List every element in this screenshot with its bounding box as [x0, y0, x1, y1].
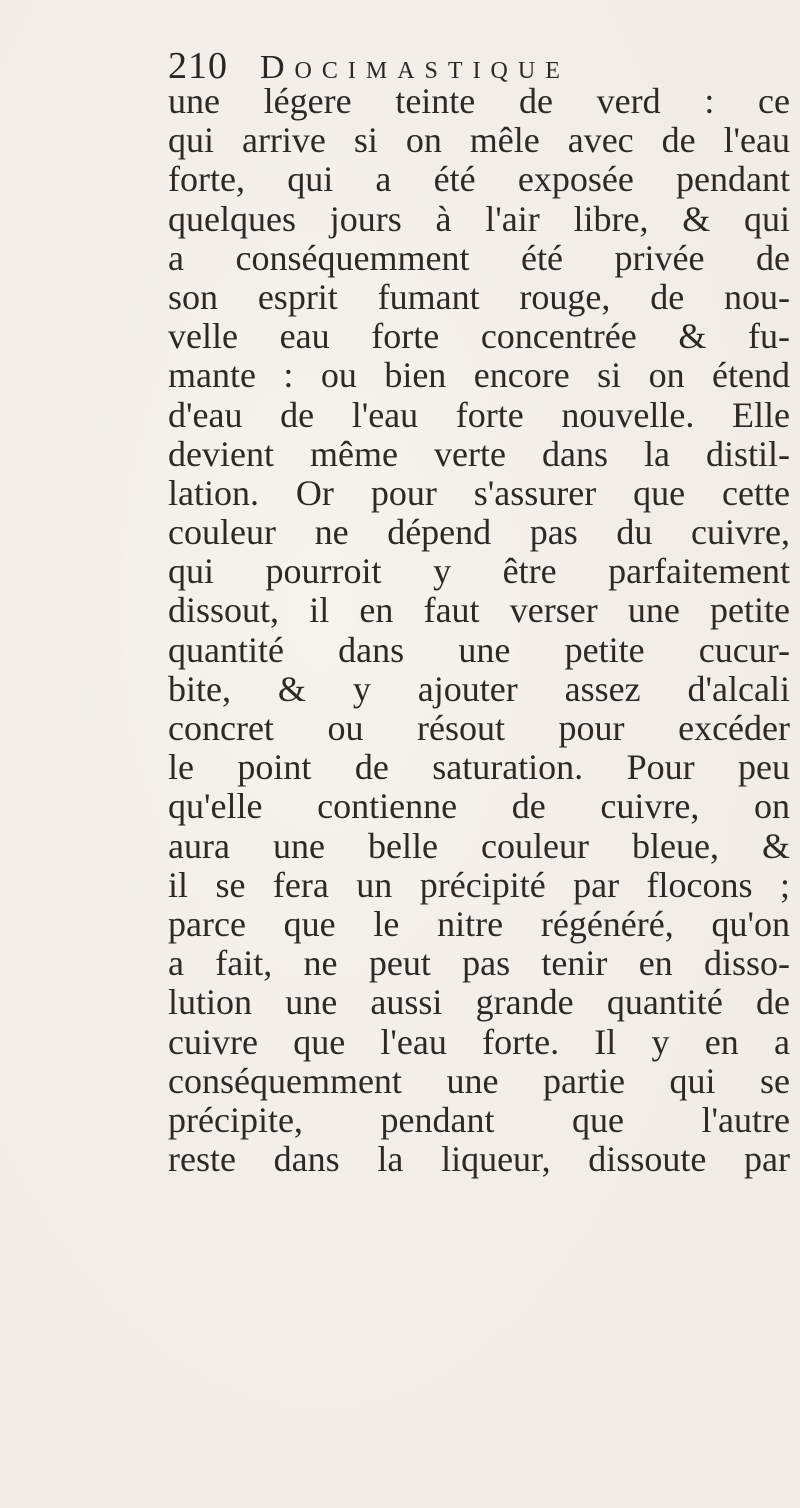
text-line: son esprit fumant rouge, de nou- [168, 276, 790, 317]
text-line: lution une aussi grande quantité de [168, 982, 790, 1023]
text-line: aura une belle couleur bleue, & [168, 825, 790, 866]
text-line: qui arrive si on mêle avec de l'eau [168, 120, 790, 161]
text-line: cuivre que l'eau forte. Il y en a [168, 1021, 790, 1062]
page-number: 210 [168, 45, 228, 87]
text-line: quantité dans une petite cucur- [168, 629, 790, 670]
text-line: a fait, ne peut pas tenir en disso- [168, 943, 790, 984]
text-line: lation. Or pour s'assurer que cette [168, 472, 790, 513]
text-line: bite, & y ajouter assez d'alcali [168, 668, 790, 709]
text-line: couleur ne dépend pas du cuivre, [168, 512, 790, 553]
text-line: a conséquemment été privée de [168, 237, 790, 278]
text-line: reste dans la liqueur, dissoute par [168, 1139, 790, 1180]
text-line: précipite, pendant que l'autre [168, 1099, 790, 1140]
text-line: devient même verte dans la distil- [168, 433, 790, 474]
text-line: d'eau de l'eau forte nouvelle. Elle [168, 394, 790, 435]
text-line: concret ou résout pour excéder [168, 708, 790, 748]
text-line: conséquemment une partie qui se [168, 1060, 790, 1101]
body-text [168, 82, 790, 1179]
text-line: une légere teinte de verd : ce [168, 81, 790, 121]
text-line: le point de saturation. Pour peu [168, 747, 790, 788]
running-title: Docimastique [260, 49, 570, 86]
text-line: parce que le nitre régénéré, qu'on [168, 903, 790, 944]
text-line: qui pourroit y être parfaitement [168, 551, 790, 592]
text-line: forte, qui a été exposée pendant [168, 159, 790, 200]
text-line: qu'elle contienne de cuivre, on [168, 786, 790, 827]
text-line: quelques jours à l'air libre, & qui [168, 198, 790, 239]
text-line: il se fera un précipité par flocons ; [168, 864, 790, 905]
text-line: dissout, il en faut verser une petite [168, 590, 790, 631]
text-line: mante : ou bien encore si on étend [168, 355, 790, 396]
text-line: velle eau forte concentrée & fu- [168, 316, 790, 357]
